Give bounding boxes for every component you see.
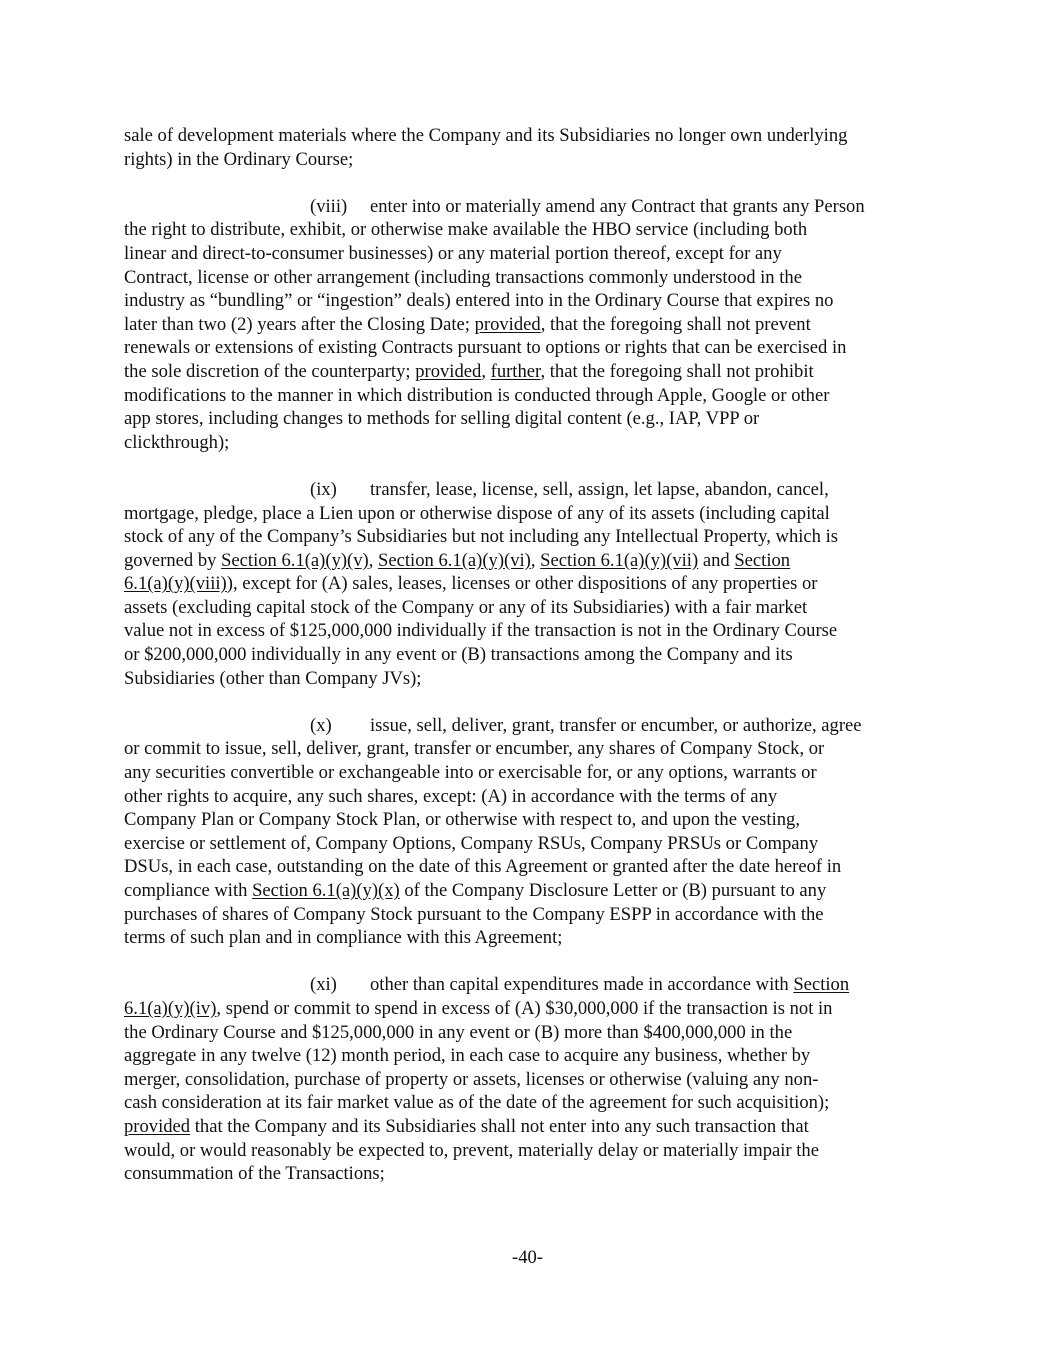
text-run: , spend or commit to spend in excess of (A) $30,000,000 if the transaction is not in [216, 997, 833, 1019]
text-run: , [368, 549, 379, 571]
text-line: or $200,000,000 individually in any event or (B) transactions among the Company and its [124, 644, 793, 666]
text-line [124, 313, 932, 337]
text-line: industry as “bundling” or “ingestion” deals) entered into in the Ordinary Course that expires no [124, 290, 834, 312]
text-line [124, 1115, 932, 1139]
text-line: purchases of shares of Company Stock pursuant to the Company ESPP in accordance with the [124, 903, 824, 925]
section-reference: 6.1(a)(y)(iv) [124, 997, 217, 1019]
section-reference: Section 6.1(a)(y)(x) [252, 880, 400, 901]
document-body [124, 124, 932, 1209]
text-line: or commit to issue, sell, deliver, grant, transfer or encumber, any shares of Company Stock, or [124, 738, 825, 760]
clause-number: (xi) [310, 974, 337, 996]
text-line: merger, consolidation, purchase of property or assets, licenses or otherwise (valuing any non- [124, 1068, 819, 1090]
text-line [124, 714, 932, 738]
text-line [124, 572, 932, 596]
text-line: would, or would reasonably be expected to, prevent, materially delay or materially impair the [124, 1139, 819, 1161]
text-run: transfer, lease, license, sell, assign, let lapse, abandon, cancel, [370, 478, 829, 500]
text-line: exercise or settlement of, Company Options, Company RSUs, Company PRSUs or Company [124, 832, 819, 854]
text-line: Contract, license or other arrangement (including transactions commonly understood in the [124, 266, 802, 288]
clause-number: (x) [310, 714, 332, 736]
text-run: that the Company and its Subsidiaries shall not enter into any such transaction that [190, 1115, 809, 1137]
text-line: app stores, including changes to methods for selling digital content (e.g., IAP, VPP or [124, 408, 760, 430]
text-line [124, 478, 932, 502]
text-line: aggregate in any twelve (12) month period, in each case to acquire any business, whether by [124, 1045, 811, 1067]
text-run: and [698, 549, 735, 571]
text-line: any securities convertible or exchangeable into or exercisable for, or any options, warrants or [124, 762, 817, 784]
text-run: , that the foregoing shall not prevent [540, 313, 811, 335]
text-line [124, 195, 932, 219]
text-line [124, 997, 932, 1021]
text-line: stock of any of the Company’s Subsidiaries but not including any Intellectual Property, which is [124, 526, 839, 548]
section-reference: 6.1(a)(y)(viii) [124, 573, 227, 595]
text-run: the sole discretion of the counterparty; [124, 360, 416, 382]
text-run: governed by [124, 549, 222, 571]
text-line [124, 549, 932, 573]
text-line: Company Plan or Company Stock Plan, or otherwise with respect to, and upon the vesting, [124, 809, 800, 831]
defined-term-provided: provided [474, 313, 541, 335]
paragraph-viii [124, 195, 932, 455]
text-run: ), except for (A) sales, leases, licenses or other dispositions of any properties or [226, 573, 818, 595]
text-line: assets (excluding capital stock of the Company or any of its Subsidiaries) with a fair market [124, 596, 808, 618]
text-line: mortgage, pledge, place a Lien upon or otherwise dispose of any of its assets (including capital [124, 502, 830, 524]
clause-number: (ix) [310, 478, 337, 500]
text-run: , [481, 360, 491, 382]
text-line: cash consideration at its fair market value as of the date of the agreement for such acquisition); [124, 1092, 830, 1114]
text-run: other than capital expenditures made in accordance with [370, 974, 794, 996]
text-line: DSUs, in each case, outstanding on the date of this Agreement or granted after the date hereof in [124, 856, 842, 878]
defined-term-further: further [490, 360, 541, 382]
text-run: , that the foregoing shall not prohibit [540, 360, 814, 382]
text-line: clickthrough); [124, 431, 230, 453]
page-number: -40- [512, 1247, 543, 1268]
paragraph-ix [124, 478, 932, 690]
section-reference: Section [793, 974, 850, 996]
text-run: , [530, 549, 541, 571]
defined-term-provided: provided [415, 360, 482, 382]
text-run: compliance with [124, 880, 253, 901]
text-line: terms of such plan and in compliance with this Agreement; [124, 927, 563, 949]
text-run: issue, sell, deliver, grant, transfer or encumber, or authorize, agree [370, 714, 862, 736]
section-reference: Section 6.1(a)(y)(vii) [540, 549, 699, 571]
text-run: later than two (2) years after the Closing Date; [124, 313, 475, 335]
clause-number: (viii) [310, 195, 348, 217]
text-line: Subsidiaries (other than Company JVs); [124, 667, 422, 689]
text-line [124, 879, 932, 903]
text-line: sale of development materials where the Company and its Subsidiaries no longer own underlying [124, 125, 848, 146]
paragraph-xi [124, 973, 932, 1185]
defined-term-provided: provided [124, 1115, 191, 1137]
text-line: other rights to acquire, any such shares, except: (A) in accordance with the terms of any [124, 785, 778, 807]
text-line: renewals or extensions of existing Contracts pursuant to options or rights that can be exercised in [124, 337, 847, 359]
section-reference: Section 6.1(a)(y)(v) [221, 549, 369, 571]
text-line: modifications to the manner in which distribution is conducted through Apple, Google or other [124, 384, 830, 406]
text-line: rights) in the Ordinary Course; [124, 148, 354, 170]
section-reference: Section 6.1(a)(y)(vi) [378, 549, 531, 571]
text-line: the right to distribute, exhibit, or otherwise make available the HBO service (including both [124, 219, 808, 241]
paragraph-continuation [124, 124, 932, 171]
text-line: value not in excess of $125,000,000 individually if the transaction is not in the Ordinary Course [124, 620, 838, 642]
paragraph-x [124, 714, 932, 950]
text-line [124, 973, 932, 997]
text-run: enter into or materially amend any Contract that grants any Person [370, 195, 865, 217]
text-line: consummation of the Transactions; [124, 1163, 385, 1185]
section-reference: Section [734, 549, 791, 571]
text-line [124, 360, 932, 384]
text-run: of the Company Disclosure Letter or (B) pursuant to any [399, 880, 827, 901]
text-line: linear and direct-to-consumer businesses) or any material portion thereof, except for any [124, 242, 782, 264]
text-line: the Ordinary Course and $125,000,000 in any event or (B) more than $400,000,000 in the [124, 1021, 793, 1043]
